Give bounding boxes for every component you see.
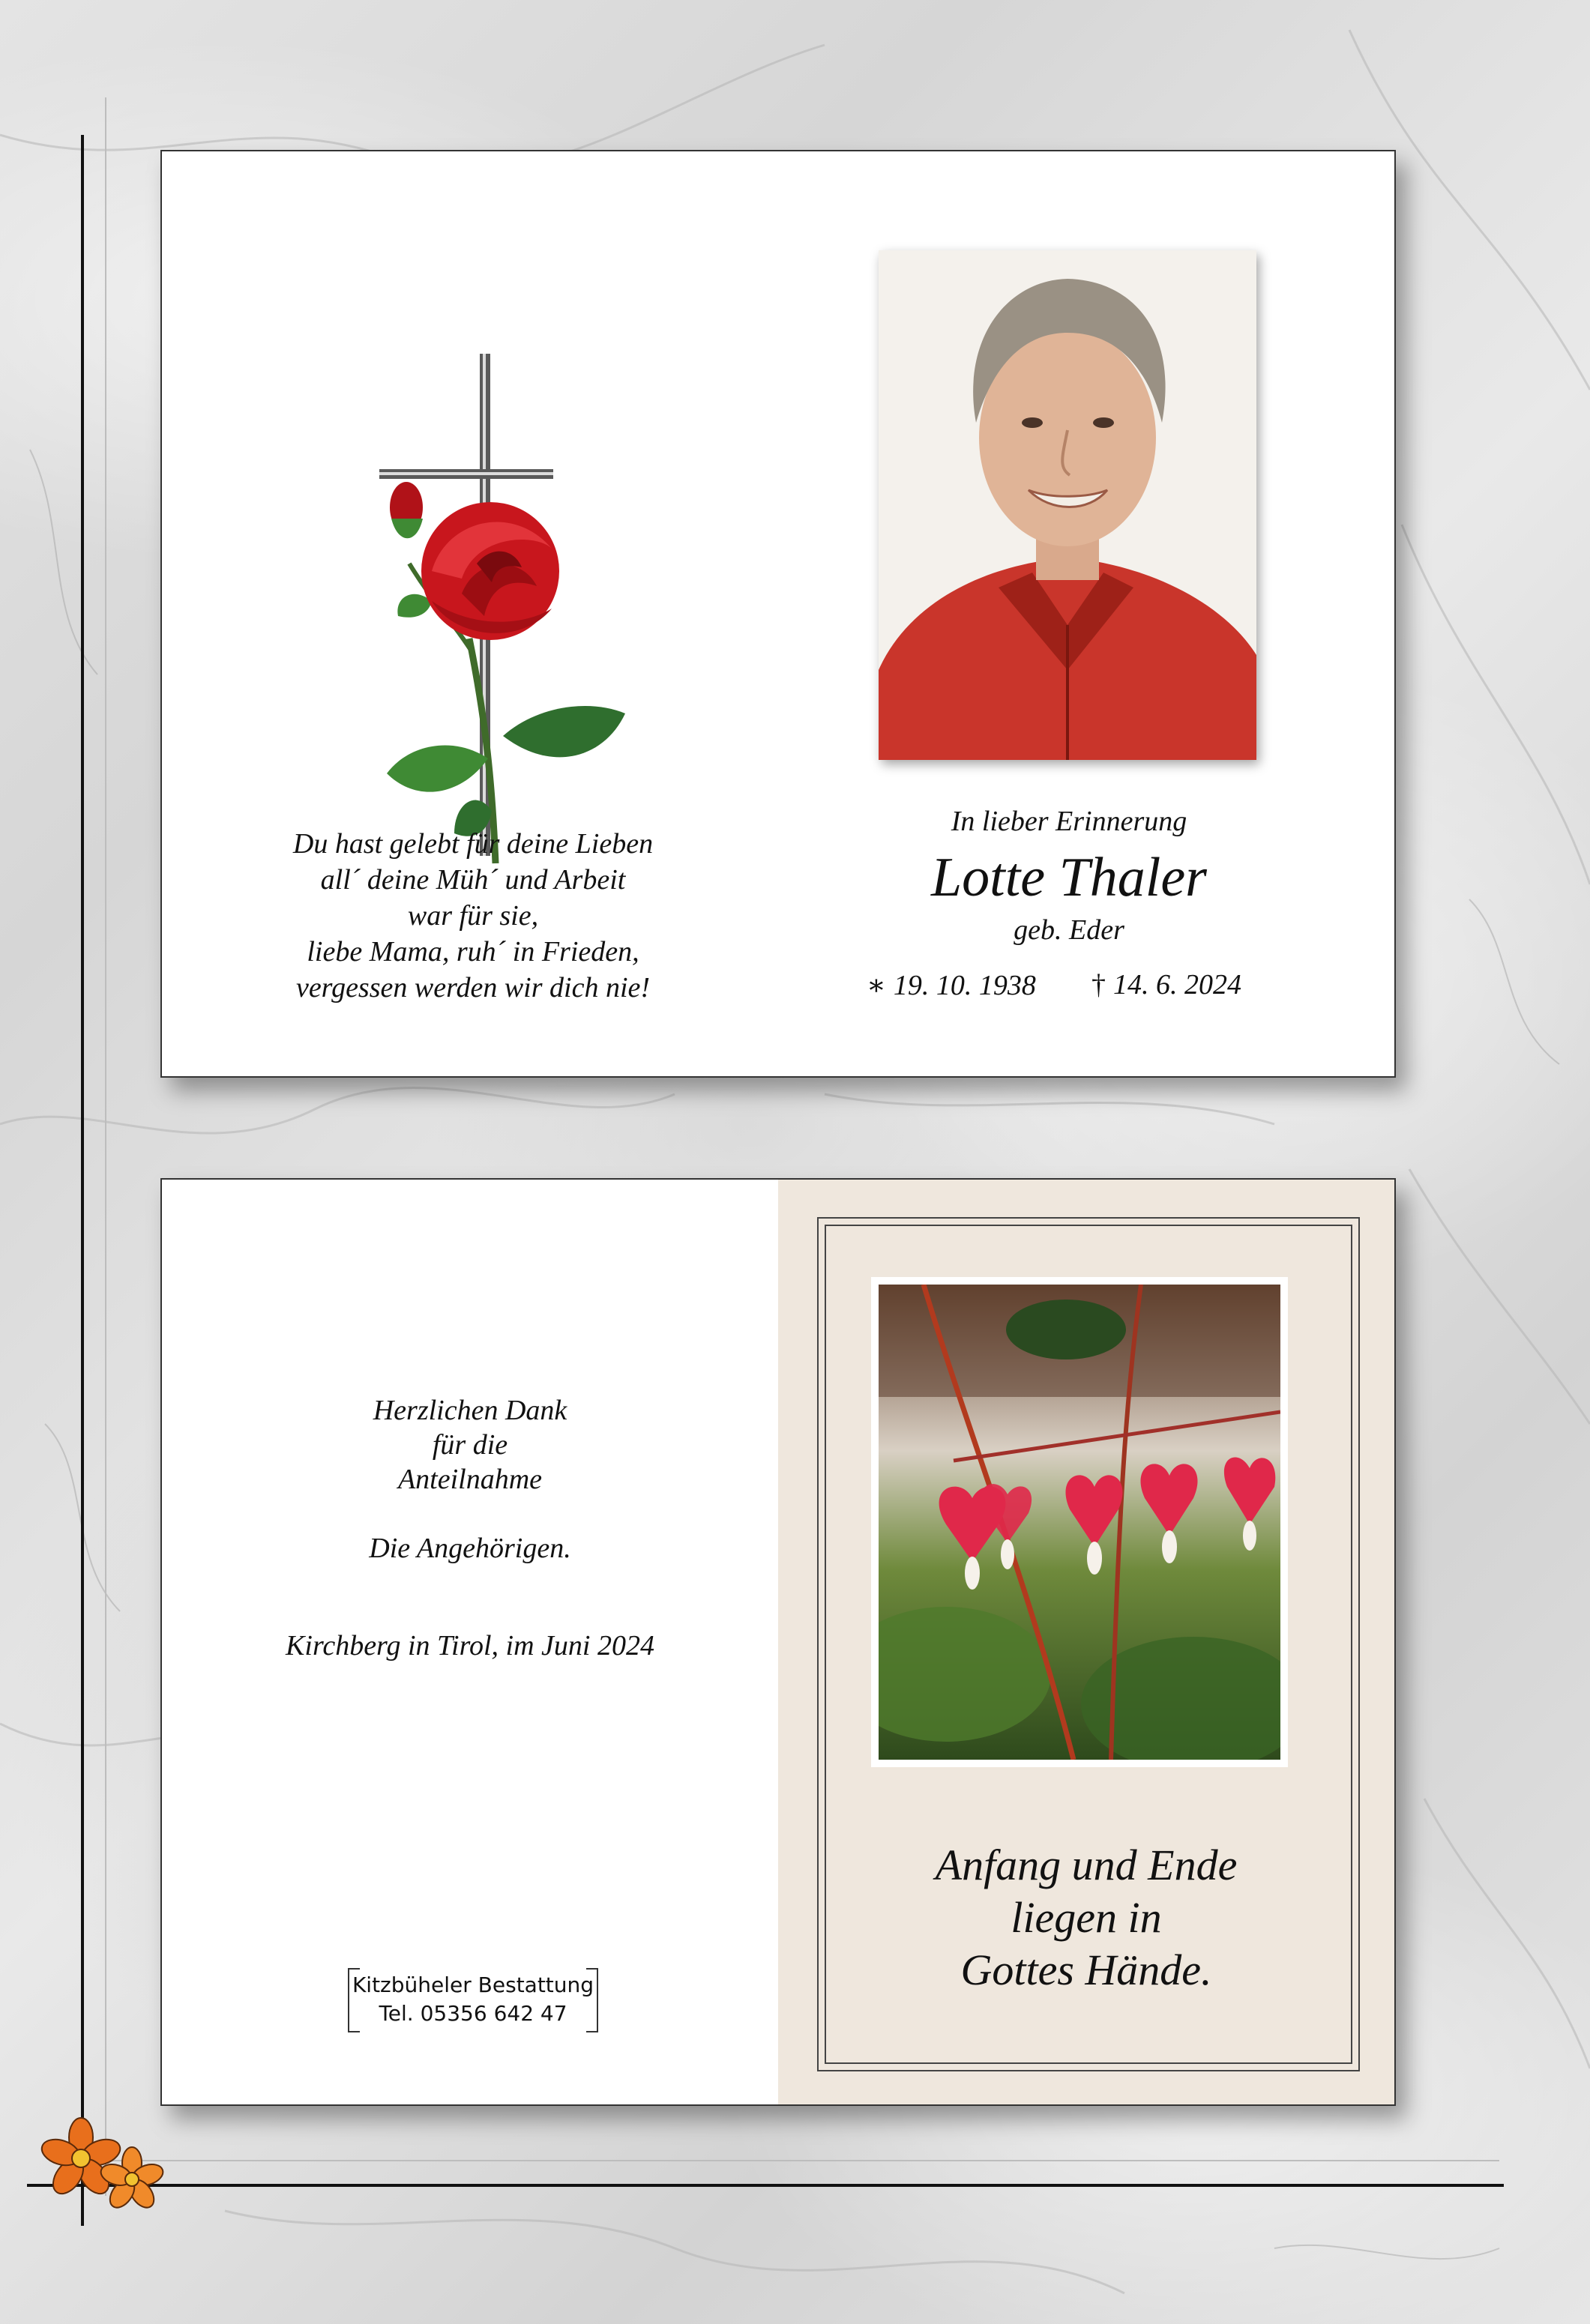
inside-right-page	[778, 1180, 1394, 2104]
poem-line: Du hast gelebt für deine Lieben	[292, 828, 654, 860]
thanks-text	[162, 1393, 778, 1566]
thanks-line: Herzlichen Dank	[373, 1395, 567, 1426]
poem-line: all´ deine Müh´ und Arbeit	[320, 864, 626, 896]
frame-horizontal-line-light	[105, 2160, 1499, 2161]
death-date: 14. 6. 2024	[1113, 969, 1241, 1000]
verse-line: liegen in	[1011, 1893, 1162, 1942]
signature: Die Angehörigen.	[369, 1533, 571, 1564]
place-and-date: Kirchberg in Tirol, im Juni 2024	[286, 1630, 654, 1661]
cross-rose-illustration	[342, 249, 627, 923]
intro-text: In lieber Erinnerung	[951, 806, 1187, 837]
poem-line: vergessen werden wir dich nie!	[295, 972, 651, 1003]
frame-horizontal-line	[27, 2184, 1504, 2187]
frame-vertical-line	[81, 135, 84, 2226]
thanks-line: Anteilnahme	[397, 1464, 543, 1495]
memorial-card-inside	[160, 1178, 1396, 2106]
orange-flower-ornament	[27, 2113, 177, 2218]
death-date-group	[1091, 968, 1241, 1001]
birth-date-group	[867, 968, 1036, 1002]
poem-line: war für sie,	[407, 900, 539, 932]
frame-vertical-line-light	[105, 97, 106, 2196]
memorial-card-front	[160, 150, 1396, 1078]
bleeding-heart-photo	[871, 1277, 1288, 1767]
verse-text	[778, 1839, 1394, 1996]
maiden-name: geb. Eder	[1014, 914, 1124, 946]
undertaker-phone: Tel. 05356 642 47	[379, 2001, 567, 2026]
life-dates	[867, 968, 1286, 1013]
death-cross-icon: †	[1091, 969, 1106, 1000]
memorial-heading	[822, 803, 1316, 947]
birth-date: 19. 10. 1938	[893, 970, 1036, 1001]
verse-line: Anfang und Ende	[935, 1841, 1238, 1889]
poem-text	[244, 826, 702, 1006]
undertaker-stamp	[348, 1968, 598, 2032]
portrait-photo	[879, 250, 1256, 760]
verse-line: Gottes Hände.	[960, 1946, 1212, 1994]
birth-star-icon: ∗	[867, 970, 886, 1001]
undertaker-name: Kitzbüheler Bestattung	[352, 1973, 594, 1997]
inside-left-page	[162, 1180, 778, 2104]
poem-line: liebe Mama, ruh´ in Frieden,	[307, 936, 639, 968]
deceased-name: Lotte Thaler	[931, 847, 1207, 908]
thanks-line: für die	[432, 1429, 508, 1461]
